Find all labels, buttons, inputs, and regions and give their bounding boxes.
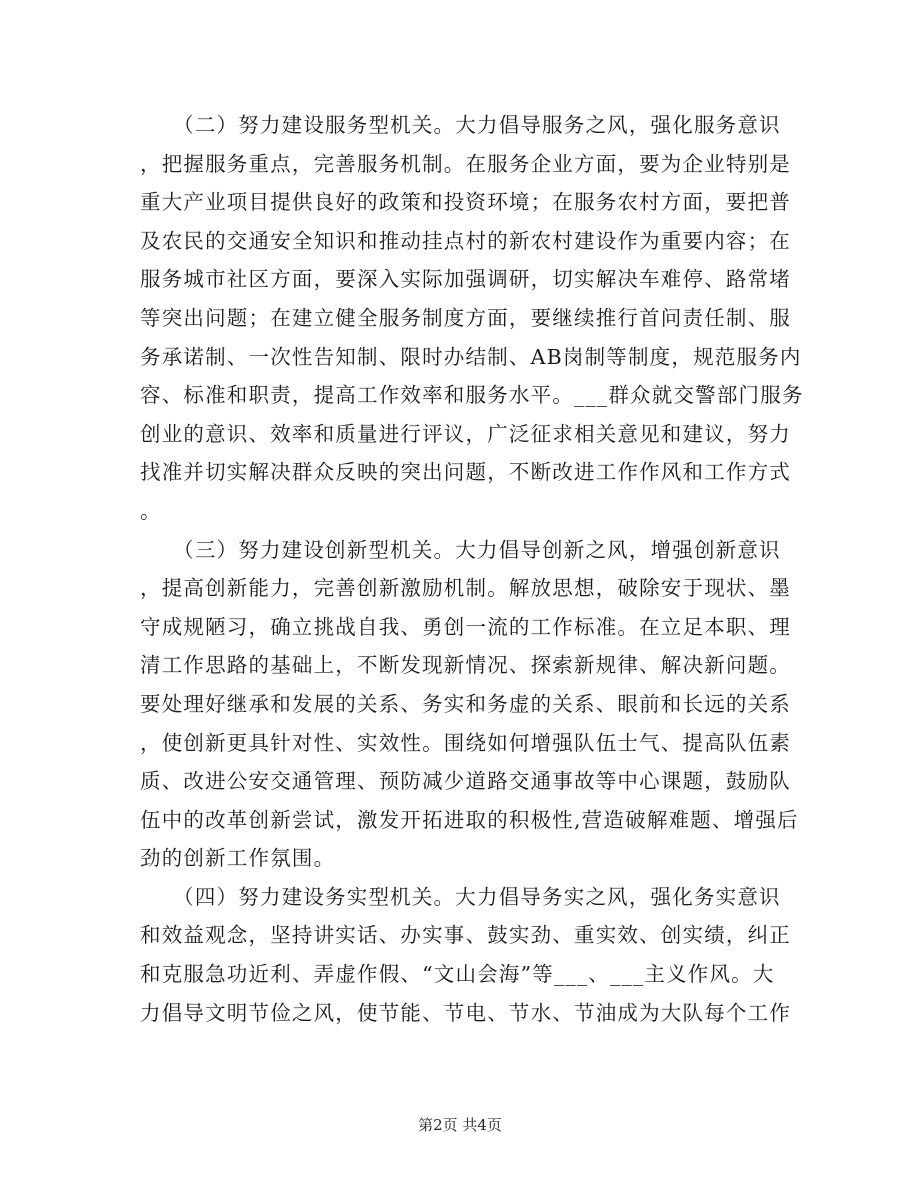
text-line: （三）努力建设创新型机关。大力倡导创新之风，增强创新意识 [140, 537, 781, 562]
text-line: 务承诺制、一次性告知制、限时办结制、AB岗制等制度，规范服务内 [140, 344, 802, 369]
text-line: 力倡导文明节俭之风，使节能、节电、节水、节油成为大队每个工作 [140, 1000, 791, 1025]
text-line: 伍中的改革创新尝试，激发开拓进取的积极性,营造破解难题、增强后 [140, 807, 799, 832]
text-line: 及农民的交通安全知识和推动挂点村的新农村建设作为重要内容；在 [140, 228, 791, 253]
text-line: ，使创新更具针对性、实效性。围绕如何增强队伍士气、提高队伍素 [140, 730, 791, 755]
text-line: ，提高创新能力，完善创新激励机制。解放思想，破除安于现状、墨 [140, 576, 791, 601]
text-line: 等突出问题；在建立健全服务制度方面，要继续推行首问责任制、服 [140, 305, 791, 330]
text-line: 重大产业项目提供良好的政策和投资环境；在服务农村方面，要把普 [140, 190, 791, 215]
text-line: 和克服急功近利、弄虚作假、“文山会海”等___、___主义作风。大 [140, 962, 775, 987]
text-line: 质、改进公安交通管理、预防减少道路交通事故等中心课题，鼓励队 [140, 769, 791, 794]
text-line: 服务城市社区方面，要深入实际加强调研，切实解决车难停、路常堵 [140, 267, 791, 292]
text-line: 找准并切实解决群众反映的突出问题，不断改进工作作风和工作方式 [140, 460, 791, 485]
text-line: 清工作思路的基础上，不断发现新情况、探索新规律、解决新问题。 [140, 653, 791, 678]
text-line: ，把握服务重点，完善服务机制。在服务企业方面，要为企业特别是 [140, 151, 791, 176]
text-line: 要处理好继承和发展的关系、务实和务虚的关系、眼前和长远的关系 [140, 691, 791, 716]
text-line: 和效益观念，坚持讲实话、办实事、鼓实劲、重实效、创实绩，纠正 [140, 923, 791, 948]
text-line: 创业的意识、效率和质量进行评议，广泛征求相关意见和建议，努力 [140, 421, 791, 446]
text-line: 容、标准和职责，提高工作效率和服务水平。___群众就交警部门服务 [140, 383, 804, 408]
document-body [140, 106, 804, 1032]
text-line: （四）努力建设务实型机关。大力倡导务实之风，强化务实意识 [140, 884, 781, 909]
text-line: （二）努力建设服务型机关。大力倡导服务之风，强化服务意识 [140, 113, 781, 137]
text-line: 劲的创新工作氛围。 [140, 846, 336, 871]
page-number-footer: 第2页 共4页 [418, 1116, 502, 1134]
text-line: 守成规陋习，确立挑战自我、勇创一流的工作标准。在立足本职、理 [140, 614, 791, 639]
text-line: 。 [140, 498, 162, 523]
